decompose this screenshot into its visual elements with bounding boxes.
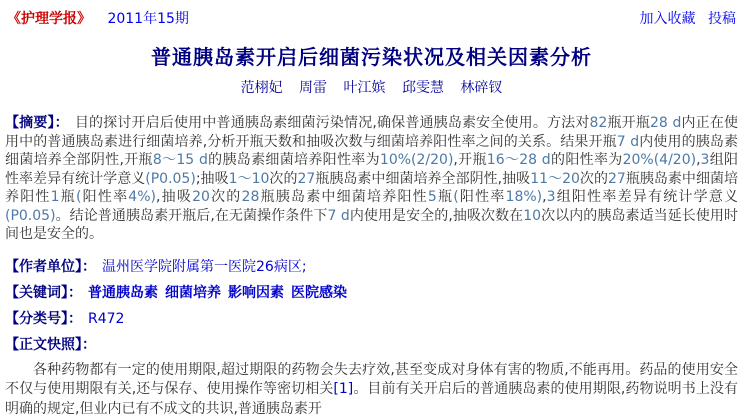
snapshot-label-row (5, 336, 738, 354)
author-link[interactable]: 周雷 (299, 80, 327, 96)
snapshot-text-after: 。目前有关开启后的普通胰岛素的使用期限,药物说明书上没有明确的规定,但业内已有不成文的共识,普通胰岛素开 (5, 381, 738, 417)
classification-link[interactable]: R472 (88, 311, 124, 327)
top-actions (632, 8, 736, 28)
author-link[interactable]: 叶江嫔 (344, 80, 386, 96)
snapshot-text-before: 各种药物都有一定的使用期限,超过期限的药物会失去疗效,甚至变成对身体有害的物质,不能再用。药品的使用安全不仅与使用期限有关,还与保存、使用操作等密切相关 (5, 362, 738, 398)
abstract-paragraph (5, 114, 738, 244)
keyword-link[interactable]: 普通胰岛素 (88, 285, 158, 301)
classification-row (5, 310, 738, 328)
abstract-text: 目的探讨开启后使用中普通胰岛素细菌污染情况,确保普通胰岛素安全使用。方法对82瓶开瓶28 d内正在使用中的普通胰岛素进行细菌培养,分析开瓶天数和抽吸次数与细菌培养阳性率之间的关系。结果开瓶7 d内使用的胰岛素细菌培养全部阴性,开瓶8～15 d的胰岛素细菌培养阳性率为10%(2/20),开瓶16～28 d的阳性率为20%(4/20),3组阳性率差异有统计学意义(P0.05);抽吸1～10次的27瓶胰岛素中细菌培养全部阴性,抽吸11～20次的27瓶胰岛素中细菌培养阳性1瓶(阳性率4%),抽吸20次的28瓶胰岛素中细菌培养阳性5瓶(阳性率18%),3组阳性率差异有统计学意义(P0.05)。结论普通胰岛素开瓶后,在无菌操作条件下7 d内使用是安全的,抽吸次数在10次以内的胰岛素适当延长使用时间也是安全的。 (5, 115, 738, 242)
journal-name-link[interactable]: 《护理学报》 (7, 11, 91, 27)
keyword-link[interactable]: 影响因素 (228, 285, 284, 301)
author-link[interactable]: 范栩妃 (241, 80, 283, 96)
abstract-label: 【摘要】： (5, 115, 69, 131)
citation-link[interactable]: [1] (333, 381, 353, 397)
snapshot-label: 【正文快照】： (5, 337, 96, 353)
affiliation-row (5, 258, 738, 276)
keyword-link[interactable]: 医院感染 (291, 285, 347, 301)
article-title: 普通胰岛素开启后细菌污染状况及相关因素分析 (5, 41, 738, 70)
issue-link[interactable]: 2011年15期 (107, 11, 188, 27)
keyword-link[interactable]: 细菌培养 (165, 285, 221, 301)
affiliation-label: 【作者单位】： (5, 259, 96, 275)
add-favorite-link[interactable]: 加入收藏 (640, 11, 696, 27)
author-link[interactable]: 邱雯慧 (402, 80, 444, 96)
keywords-label: 【关键词】： (5, 285, 82, 301)
snapshot-paragraph (5, 361, 738, 419)
top-bar (5, 8, 738, 28)
classification-label: 【分类号】： (5, 311, 82, 327)
author-link[interactable]: 林碎钗 (460, 80, 502, 96)
keywords-row (5, 284, 738, 302)
author-list (5, 77, 738, 97)
submit-link[interactable]: 投稿 (708, 11, 736, 27)
journal-info (7, 8, 189, 28)
affiliation-link[interactable]: 温州医学院附属第一医院26病区; (102, 259, 307, 275)
